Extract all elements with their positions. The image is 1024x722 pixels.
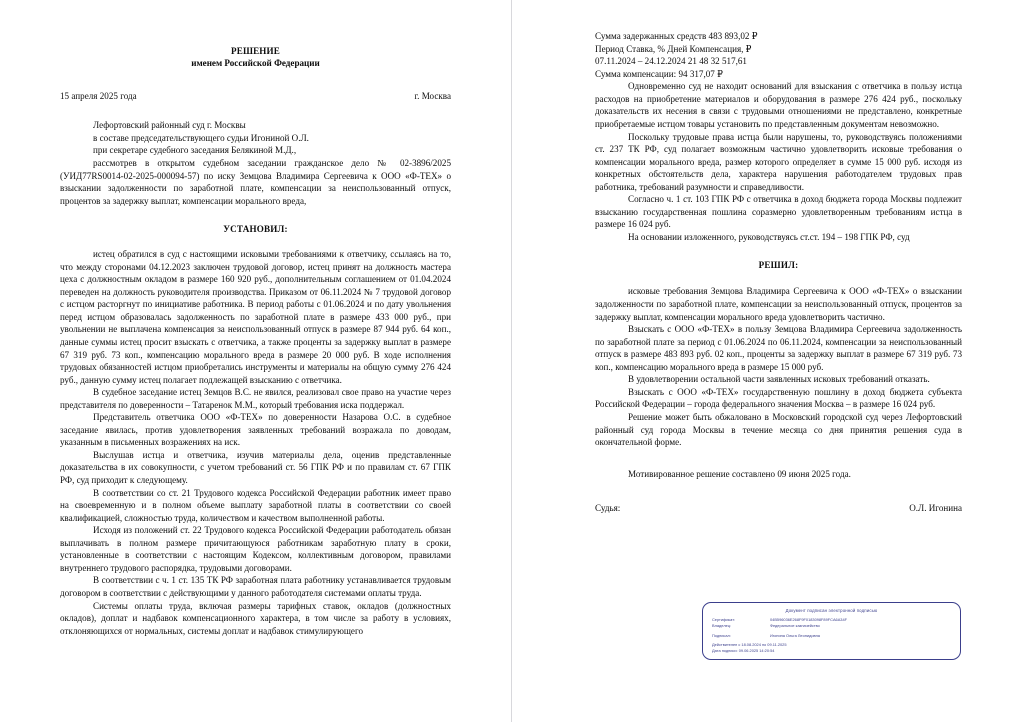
established-heading: УСТАНОВИЛ:: [223, 224, 288, 235]
established-paragraph-3: Представитель ответчика ООО «Ф-ТЕХ» по доверенности Назарова О.С. в судебное заседание явилась, против удовлетворения заявленных требований возражала по доводам, указанным в письменных возражениях на иск.: [60, 412, 451, 448]
judge-label: Судья:: [595, 503, 621, 514]
court-name-line: Лефортовский районный суд г. Москвы: [93, 120, 246, 131]
court-secretary-line: при секретаре судебного заседания Белякиной М.Д.,: [93, 145, 297, 156]
decision-city: г. Москва: [414, 90, 451, 101]
document-title: РЕШЕНИЕ: [231, 46, 280, 56]
resolution-paragraph-2: Взыскать с ООО «Ф-ТЕХ» в пользу Земцова Владимира Сергеевича задолженность по заработной плате за период с 01.06.2024 по 06.11.2024, компенсации за неиспользованный отпуск в размере 483 893 руб. 02 коп., проценты за задержку выплат в размере 67 319 руб. 73 коп., компенсацию морального вреда в размере 15 000 руб.: [595, 324, 962, 372]
document-page-2: [512, 0, 1024, 722]
estamp-validity-block: [712, 642, 951, 654]
case-intro-paragraph: рассмотрев в открытом судебном заседании гражданское дело № 02-3896/2025 (УИД77RS0014-02-2025-000094-57) по иску Земцова Владимира Сергеевича к ООО «Ф-ТЕХ» о взыскании задолженности по заработной плате, компенсации за неиспользованный отпуск, процентов за задержку выплат, компенсации морального вреда,: [60, 158, 451, 206]
resolution-paragraph-4: Взыскать с ООО «Ф-ТЕХ» государственную пошлину в доход бюджета субъекта Российской Федерации – города федерального значения Москва – в размере 16 024 руб.: [595, 386, 962, 410]
calculation-table-row: 07.11.2024 – 24.12.2024 21 48 32 517,61: [595, 56, 747, 67]
estamp-title: Документ подписан электронной подписью: [785, 608, 878, 613]
resolved-heading: РЕШИЛ:: [758, 260, 799, 271]
estamp-signed-line: Дата подписи: 09.06.2025 14:20:54: [712, 648, 775, 654]
decision-date: 15 апреля 2025 года: [60, 90, 137, 101]
document-subtitle: именем Российской Федерации: [191, 58, 320, 69]
judge-signature-row: [595, 502, 962, 515]
date-city-row: [60, 90, 451, 102]
established-paragraph-6: Исходя из положений ст. 22 Трудового кодекса Российской Федерации работодатель обязан выплачивать в полном размере причитающуюся работникам заработную плату в сроки, установленные в соответствии с настоящим Кодексом, коллективным договором, правилами внутреннего трудового распорядка, трудовыми договорами.: [60, 525, 451, 573]
estamp-issuer-value: Федеральное казначейство: [770, 623, 820, 629]
resolution-paragraph-1: исковые требования Земцова Владимира Сергеевича к ООО «Ф-ТЕХ» о взыскании задолженности по заработной плате, компенсации за неиспользованный отпуск, процентов за задержку выплат, компенсации морального вреда удовлетворить частично.: [595, 286, 962, 322]
estamp-issuer-row: [712, 623, 951, 629]
court-composition-block: [60, 119, 451, 207]
electronic-signature-stamp: [702, 602, 961, 660]
estamp-certificate-value: 04B596036E268F9F0183098F89FCA6A34F: [770, 617, 848, 623]
total-compensation-line: Сумма компенсации: 94 317,07 ₽: [595, 68, 723, 79]
compensation-calculation-table: [595, 30, 962, 80]
reasoning-paragraph-1: Одновременно суд не находит оснований для взыскания с ответчика в пользу истца расходов на приобретение материалов и оборудования в размере 276 424 руб., поскольку доказательств их несения в связи с трудовыми отношениями не представлено, конкретные приобретаемые истцом товары установить по представленным документам невозможно.: [595, 81, 962, 130]
resolution-paragraph-3: В удовлетворении остальной части заявленных исковых требований отказать.: [628, 374, 930, 385]
estamp-signer-label: Подписал:: [712, 633, 731, 639]
detained-sum-line: Сумма задержанных средств 483 893,02 ₽: [595, 31, 758, 41]
reasoning-paragraph-4: На основании изложенного, руководствуясь ст.ст. 194 – 198 ГПК РФ, суд: [628, 231, 910, 242]
estamp-signer-value: Игонина Ольга Леонидовна: [770, 633, 820, 639]
established-paragraph-8: Системы оплаты труда, включая размеры тарифных ставок, окладов (должностных окладов), доплат и надбавок компенсационного характера, в том числе за работу в условиях, отклоняющихся от нормальных, системы доплат и надбавок стимулирующего: [60, 600, 451, 636]
motivated-decision-line: Мотивированное решение составлено 09 июня 2025 года.: [628, 468, 851, 479]
presiding-judge-line: в составе председательствующего судьи Игониной О.Л.: [93, 132, 309, 143]
resolution-paragraph-5: Решение может быть обжаловано в Московский городской суд через Лефортовский районный суд города Москвы в течение месяца со дня принятия решения суда в окончательной форме.: [595, 411, 962, 448]
estamp-certificate-row: [712, 617, 951, 623]
estamp-valid-line: Действителен с 18.08.2024 по 09.11.2025: [712, 642, 787, 648]
estamp-issuer-label: Владелец:: [712, 623, 732, 629]
established-paragraph-1: истец обратился в суд с настоящими исковыми требованиями к ответчику, ссылаясь на то, что между сторонами 04.12.2023 заключен трудовой договор, истец принят на должность мастера цеха с должностным окладом в размере 160 920 руб., дополнительным соглашением от 01.04.2024 переведен на должность руководителя производства. Приказом от 06.11.2024 № 7 трудовой договор с истцом расторгнут по инициативе работника. В период работы с 01.06.2024 и по дату увольнения перед истцом образовалась задолженность по заработной плате в размере 433 000 руб., при увольнении не выплачена компенсация за неиспользованный отпуск в размере 87 944 руб. 64 коп., данные суммы истец просит взыскать с ответчика, а также проценты за задержку выплат в размере 67 319 руб. 73 коп., компенсацию морального вреда в размере 20 000 руб. В ходе исполнения трудовых обязанностей истцом приобретались инструменты и материалы на общую сумму 276 424 руб., данную сумму истец полагает подлежащей взысканию с ответчика.: [60, 249, 451, 385]
reasoning-paragraph-2: Поскольку трудовые права истца были нарушены, то, руководствуясь положениями ст. 237 ТК РФ, суд полагает возможным частично удовлетворить исковые требования о компенсации морального вреда, размер которого определяет в сумме 15 000 руб. исходя из конкретных обстоятельств дела, характера нарушения работодателем трудовых прав работника, требований разумности и справедливости.: [595, 131, 962, 192]
established-paragraph-4: Выслушав истца и ответчика, изучив материалы дела, оценив представленные доказательства в их совокупности, с учетом требований ст. 56 ГПК РФ и по правилам ст. 67 ГПК РФ, суд приходит к следующему.: [60, 449, 451, 486]
estamp-signer-row: [712, 633, 951, 639]
judge-name: О.Л. Игонина: [909, 503, 962, 514]
estamp-certificate-label: Сертификат:: [712, 617, 736, 623]
reasoning-paragraph-3: Согласно ч. 1 ст. 103 ГПК РФ с ответчика в доход бюджета города Москвы подлежит взысканию государственная пошлина соразмерно удовлетворенным требованиям истца в размере 16 024 руб.: [595, 194, 962, 230]
established-paragraph-2: В судебное заседание истец Земцов В.С. не явился, реализовал свое право на участие через представителя по доверенности – Татаренок М.М., который требования иска поддержал.: [60, 387, 451, 410]
established-paragraph-5: В соответствии со ст. 21 Трудового кодекса Российской Федерации работник имеет право на своевременную и в полном объеме выплату заработной платы в соответствии со своей квалификацией, сложностью труда, количеством и качеством выполненной работы.: [60, 487, 451, 523]
established-paragraph-7: В соответствии с ч. 1 ст. 135 ТК РФ заработная плата работнику устанавливается трудовым договором в соответствии с действующими у данного работодателя системами оплаты труда.: [60, 575, 451, 598]
calculation-table-header: Период Ставка, % Дней Компенсация, ₽: [595, 43, 752, 54]
